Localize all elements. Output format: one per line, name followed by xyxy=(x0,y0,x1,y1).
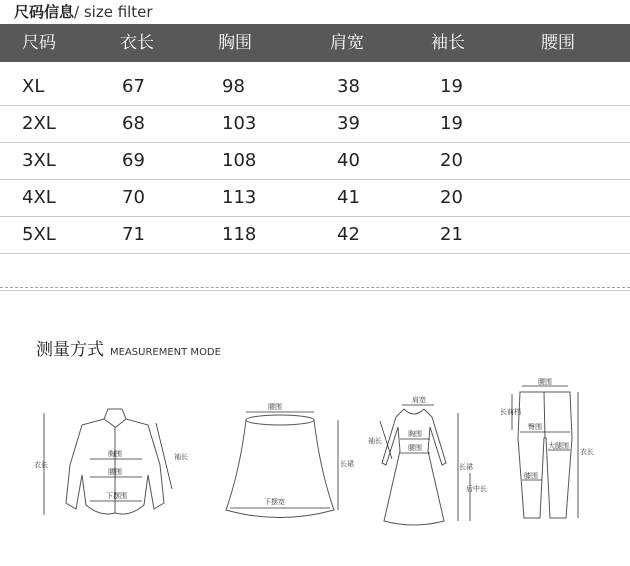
dress-shoulder-label: 肩宽 xyxy=(412,396,426,404)
cell-shoulder: 42 xyxy=(337,224,360,245)
skirt-length-label: 长裙 xyxy=(340,460,354,468)
dress-length-label: 长裙 xyxy=(459,463,473,471)
cell-size: XL xyxy=(22,76,45,97)
cell-sleeve: 19 xyxy=(440,113,463,134)
pants-thigh-label: 大腿围 xyxy=(548,442,569,450)
shirt-chest-label: 胸围 xyxy=(108,450,122,458)
cell-chest: 113 xyxy=(222,187,257,208)
pants-front-rise-label: 长前档 xyxy=(500,408,521,416)
col-size: 尺码 xyxy=(22,33,56,53)
cell-chest: 98 xyxy=(222,76,245,97)
shirt-sleeve-label: 袖长 xyxy=(174,453,188,461)
dress-sleeve-label: 袖长 xyxy=(368,437,382,445)
size-info-title-cn: 尺码信息 xyxy=(14,3,75,21)
pants-knee-label: 膝围 xyxy=(524,472,538,480)
pants-hip-label: 臀围 xyxy=(528,423,542,431)
cell-chest: 103 xyxy=(222,113,257,134)
measurement-title-cn: 测量方式 xyxy=(36,340,104,360)
table-row xyxy=(0,106,630,143)
table-row xyxy=(0,217,630,254)
cell-length: 69 xyxy=(122,150,145,171)
cell-sleeve: 20 xyxy=(440,187,463,208)
cell-chest: 118 xyxy=(222,224,257,245)
dress-waist-label: 腰围 xyxy=(408,444,422,452)
measurement-title xyxy=(36,336,221,364)
table-row xyxy=(0,254,630,291)
cell-shoulder: 40 xyxy=(337,150,360,171)
cell-size: 4XL xyxy=(22,187,56,208)
shirt-length-label: 衣长 xyxy=(34,461,48,469)
dress-chest-label: 胸围 xyxy=(408,430,422,438)
col-shoulder: 肩宽 xyxy=(330,33,364,53)
skirt-hem-label: 下摆宽 xyxy=(264,498,285,506)
size-info-title-en: / size filter xyxy=(74,3,153,21)
measurement-title-en: MEASUREMENT MODE xyxy=(110,347,221,358)
col-chest: 胸围 xyxy=(218,33,252,53)
cell-length: 67 xyxy=(122,76,145,97)
skirt-diagram xyxy=(220,400,354,529)
shirt-diagram xyxy=(30,405,200,529)
table-row xyxy=(0,69,630,106)
cell-shoulder: 41 xyxy=(337,187,360,208)
size-table-header xyxy=(0,24,630,62)
cell-shoulder: 39 xyxy=(337,113,360,134)
cell-size: 2XL xyxy=(22,113,56,134)
cell-sleeve: 19 xyxy=(440,76,463,97)
col-waist: 腰围 xyxy=(541,33,575,53)
cell-sleeve: 21 xyxy=(440,224,463,245)
size-info-title xyxy=(14,0,153,24)
skirt-waist-label: 腰围 xyxy=(268,403,282,411)
col-sleeve: 袖长 xyxy=(431,33,465,53)
col-length: 衣长 xyxy=(120,33,154,53)
pants-waist-label: 腰围 xyxy=(538,378,552,386)
pants-diagram xyxy=(500,378,594,527)
shirt-hem-label: 下摆围 xyxy=(106,492,127,500)
cell-shoulder: 38 xyxy=(337,76,360,97)
table-row xyxy=(0,180,630,217)
dress-diagram xyxy=(368,393,487,532)
pants-length-label: 衣长 xyxy=(580,448,594,456)
shirt-waist-label: 腰围 xyxy=(108,468,122,476)
cell-length: 70 xyxy=(122,187,145,208)
cell-length: 71 xyxy=(122,224,145,245)
cell-length: 68 xyxy=(122,113,145,134)
cell-size: 5XL xyxy=(22,224,56,245)
section-divider xyxy=(0,287,630,288)
cell-size: 3XL xyxy=(22,150,56,171)
table-row xyxy=(0,143,630,180)
dress-back-length-label: 后中长 xyxy=(466,485,487,493)
cell-sleeve: 20 xyxy=(440,150,463,171)
cell-chest: 108 xyxy=(222,150,257,171)
